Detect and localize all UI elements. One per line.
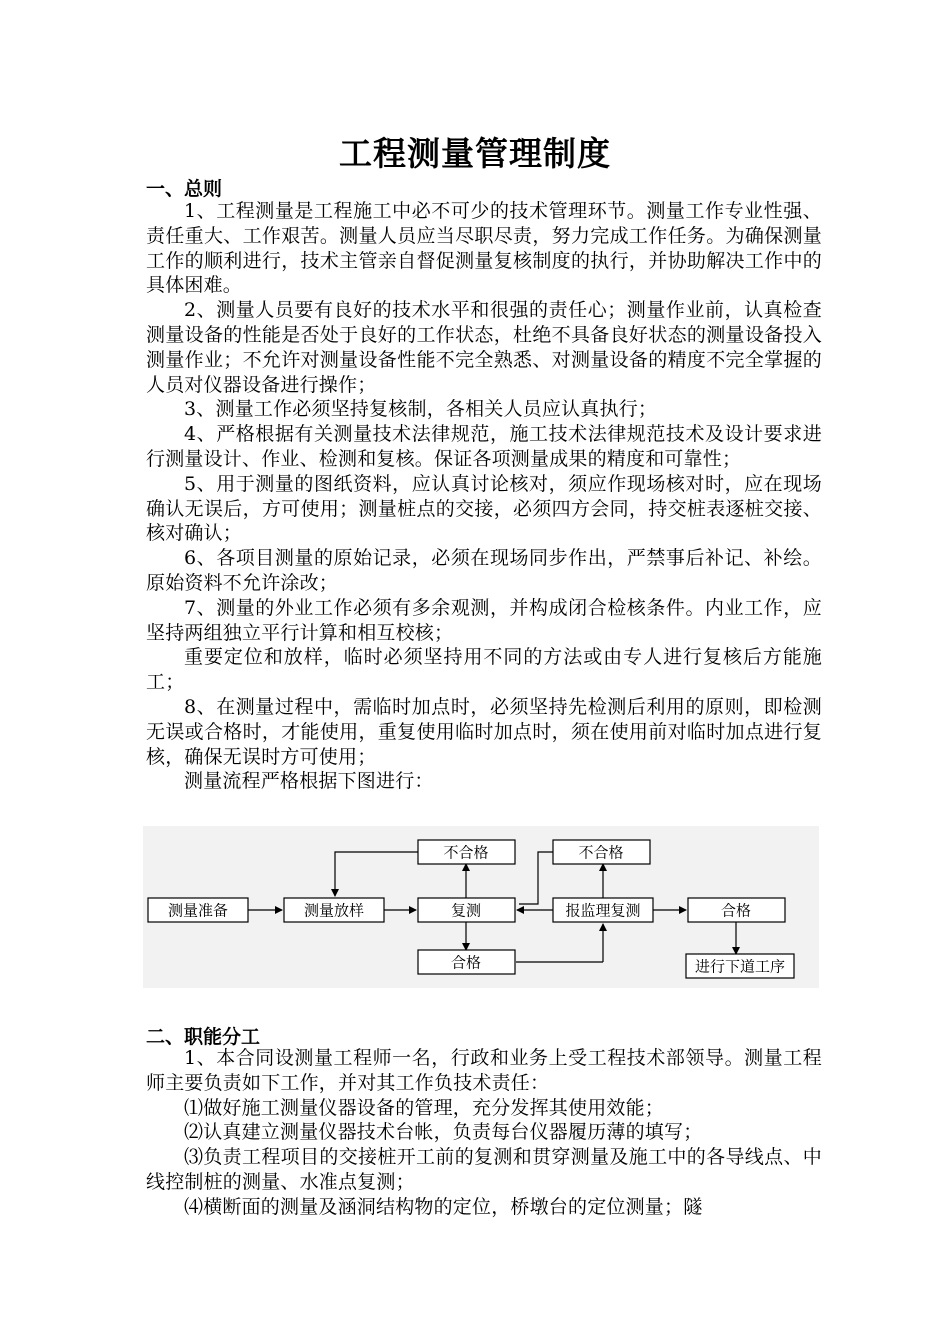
node-label: 进行下道工序 bbox=[694, 957, 786, 976]
node-recheck bbox=[418, 898, 515, 922]
paragraph: 2、测量人员要有良好的技术水平和很强的责任心；测量作业前，认真检查测量设备的性能是否处于良好的工作状态，杜绝不具备良好状态的测量设备投入测量作业；不允许对测量设备性能不完全熟悉、对测量设备的精度不完全掌握的人员对仪器设备进行操作； bbox=[146, 299, 822, 396]
paragraph: ⑵认真建立测量仪器技术台帐，负责每台仪器履历薄的填写； bbox=[184, 1121, 703, 1144]
section-heading-duties: 二、职能分工 bbox=[146, 1026, 261, 1048]
node-label: 测量准备 bbox=[167, 901, 229, 920]
node-next-process bbox=[686, 954, 794, 978]
node-label: 不合格 bbox=[443, 843, 489, 862]
paragraph: 1、工程测量是工程施工中必不可少的技术管理环节。测量工作专业性强、责任重大、工作艰苦。测量人员应当尽职尽责，努力完成工作任务。为确保测量工作的顺利进行，技术主管亲自督促测量复核制度的执行，并协助解决工作中的具体困难。 bbox=[146, 200, 822, 297]
paragraph: ⑶负责工程项目的交接桩开工前的复测和贯穿测量及施工中的各导线点、中线控制桩的测量、水准点复测； bbox=[146, 1146, 822, 1193]
node-pass-2 bbox=[688, 898, 785, 922]
arrow-fail-back-to-recheck bbox=[519, 852, 555, 904]
paragraph: 测量流程严格根据下图进行： bbox=[184, 770, 434, 793]
node-label: 报监理复测 bbox=[565, 901, 641, 920]
measurement-flowchart bbox=[143, 826, 819, 988]
node-prepare bbox=[148, 898, 248, 922]
node-label: 合格 bbox=[720, 901, 752, 920]
paragraph: 7、测量的外业工作必须有多余观测，并构成闭合检核条件。内业工作，应坚持两组独立平行计算和相互校核； bbox=[146, 596, 822, 644]
section-heading-general: 一、总则 bbox=[146, 178, 223, 200]
section-duties-body bbox=[146, 1046, 822, 1220]
node-fail-2 bbox=[553, 840, 650, 864]
node-supervisor-recheck bbox=[553, 898, 653, 922]
paragraph: 4、严格根据有关测量技术法律规范，施工技术法律规范技术及设计要求进行测量设计、作业、检测和复核。保证各项测量成果的精度和可靠性； bbox=[146, 423, 822, 470]
node-fail-1 bbox=[418, 840, 515, 864]
paragraph: ⑷横断面的测量及涵洞结构物的定位，桥墩台的定位测量；隧 bbox=[184, 1195, 703, 1218]
node-label: 不合格 bbox=[578, 843, 624, 862]
paragraph: 重要定位和放样，临时必须坚持用不同的方法或由专人进行复核后方能施工； bbox=[146, 646, 822, 694]
paragraph: ⑴做好施工测量仪器设备的管理，充分发挥其使用效能； bbox=[184, 1096, 665, 1119]
node-label: 复测 bbox=[450, 901, 482, 920]
arrow-fail-back-to-stakeout bbox=[335, 852, 418, 896]
paragraph: 6、各项目测量的原始记录，必须在现场同步作出，严禁事后补记、补绘。原始资料不允许涂改； bbox=[146, 547, 822, 594]
paragraph: 3、测量工作必须坚持复核制，各相关人员应认真执行； bbox=[184, 398, 658, 421]
node-stakeout bbox=[284, 898, 384, 922]
page-title: 工程测量管理制度 bbox=[339, 134, 611, 173]
paragraph: 5、用于测量的图纸资料，应认真讨论核对，须应作现场核对时，应在现场确认无误后，方可使用；测量桩点的交接，必须四方会同，持交桩表逐桩交接、核对确认； bbox=[146, 472, 822, 545]
section-general-body bbox=[146, 199, 822, 794]
node-pass-1 bbox=[418, 950, 515, 974]
node-label: 合格 bbox=[450, 953, 482, 972]
node-label: 测量放样 bbox=[303, 901, 365, 920]
paragraph: 1、本合同设测量工程师一名，行政和业务上受工程技术部领导。测量工程师主要负责如下工作，并对其工作负技术责任： bbox=[146, 1047, 822, 1094]
flowchart-svg bbox=[143, 826, 819, 988]
paragraph: 8、在测量过程中，需临时加点时，必须坚持先检测后利用的原则，即检测无误或合格时，才能使用，重复使用临时加点时，须在使用前对临时加点进行复核，确保无误时方可使用； bbox=[146, 695, 822, 768]
